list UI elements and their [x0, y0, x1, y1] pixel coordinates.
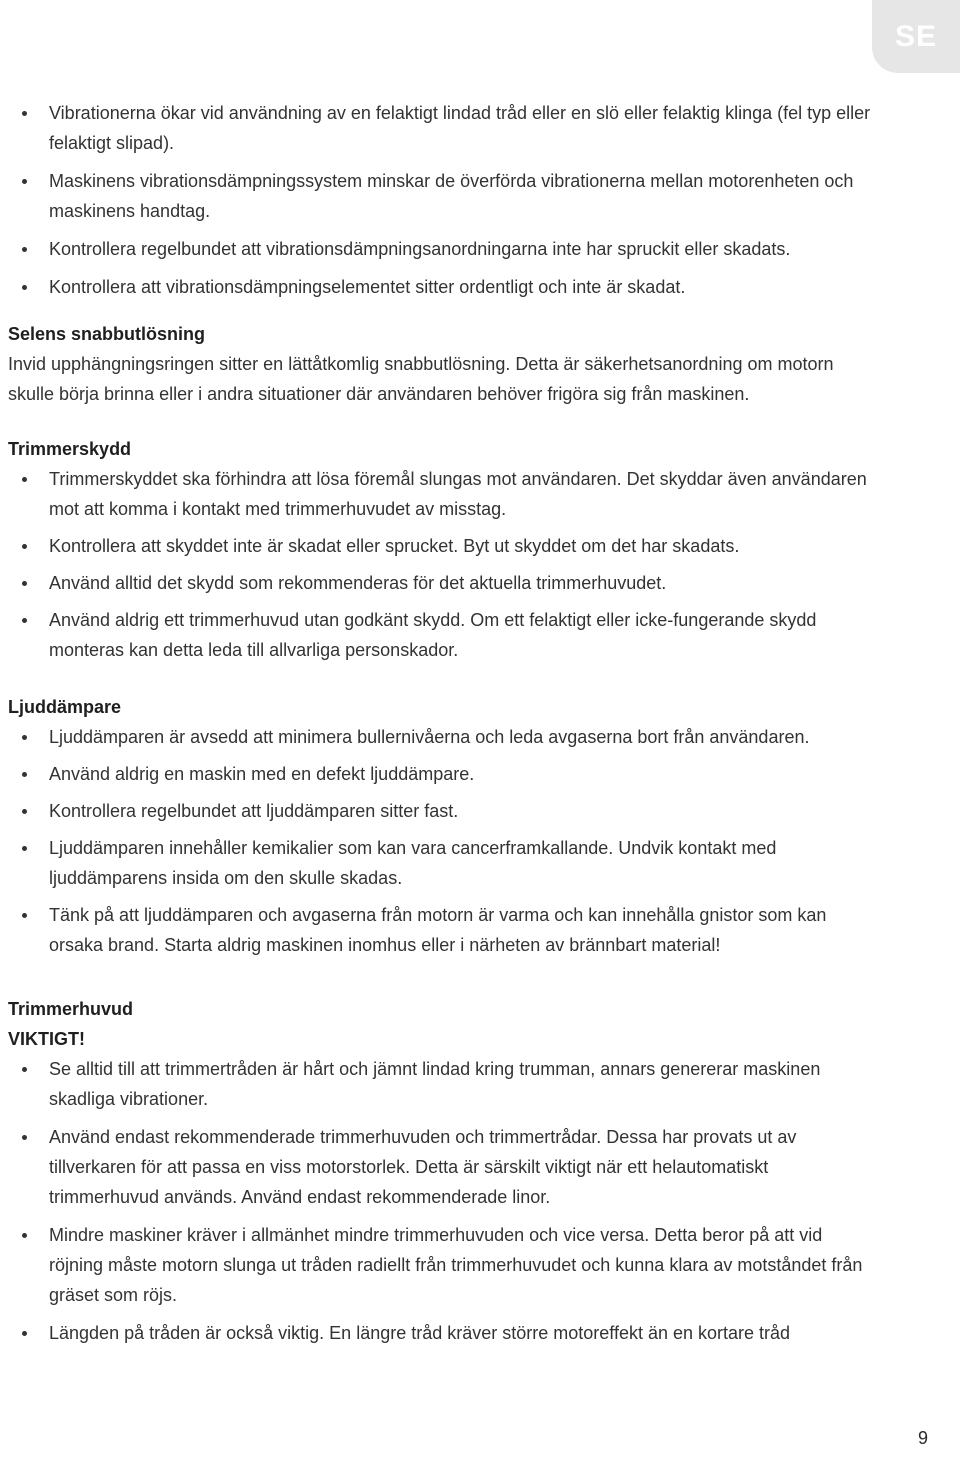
bullet-icon [22, 1135, 27, 1140]
bullet-icon [22, 809, 27, 814]
document-body [8, 98, 878, 1356]
trimmerskydd-bullet-list [8, 464, 878, 665]
bullet-icon [22, 247, 27, 252]
list-item: Använd endast rekommenderade trimmerhuvuden och trimmertrådar. Dessa har provats ut av tillverkaren för att passa en viss motorstorlek. Detta är särskilt viktigt när ett helautomatiskt trimmerhuvud används. Använd endast rekommenderade linor. [8, 1122, 878, 1212]
vibration-bullet-list [8, 98, 878, 302]
list-item: Mindre maskiner kräver i allmänhet mindre trimmerhuvuden och vice versa. Detta beror på att vid röjning måste motorn slunga ut tråden radiellt från trimmerhuvudet och kunna klara av motståndet från gräset som röjs. [8, 1220, 878, 1310]
bullet-icon [22, 618, 27, 623]
language-code: SE [894, 19, 938, 53]
list-item: Se alltid till att trimmertråden är hårt och jämnt lindad kring trumman, annars genererar maskinen skadliga vibrationer. [8, 1054, 878, 1114]
list-item: Använd alltid det skydd som rekommenderas för det aktuella trimmerhuvudet. [8, 568, 878, 598]
bullet-icon [22, 581, 27, 586]
bullet-icon [22, 846, 27, 851]
important-label: VIKTIGT! [8, 1029, 85, 1049]
list-item: Ljuddämparen är avsedd att minimera bullernivåerna och leda avgaserna bort från användaren. [8, 722, 878, 752]
language-tab [872, 0, 960, 73]
list-item: Kontrollera regelbundet att ljuddämparen sitter fast. [8, 796, 878, 826]
bullet-icon [22, 285, 27, 290]
list-item: Kontrollera att vibrationsdämpningselementet sitter ordentligt och inte är skadat. [8, 272, 878, 302]
list-item: Kontrollera att skyddet inte är skadat eller sprucket. Byt ut skyddet om det har skadats. [8, 531, 878, 561]
section-heading: Trimmerhuvud [8, 999, 134, 1019]
section-heading: Trimmerskydd [8, 439, 132, 459]
section-heading: Selens snabbutlösning [8, 324, 206, 344]
trimmerskydd-section [8, 434, 878, 665]
bullet-icon [22, 735, 27, 740]
bullet-icon [22, 544, 27, 549]
list-item: Längden på tråden är också viktig. En längre tråd kräver större motoreffekt än en kortare tråd [8, 1318, 878, 1348]
list-item: Vibrationerna ökar vid användning av en felaktigt lindad tråd eller en slö eller felaktig klinga (fel typ eller felaktigt slipad). [8, 98, 878, 158]
list-item: Använd aldrig ett trimmerhuvud utan godkänt skydd. Om ett felaktigt eller icke-fungerande skydd monteras kan detta leda till allvarliga personskador. [8, 605, 878, 665]
list-item: Trimmerskyddet ska förhindra att lösa föremål slungas mot användaren. Det skyddar även användaren mot att komma i kontakt med trimmerhuvudet av misstag. [8, 464, 878, 524]
trimmerhuvud-bullet-list [8, 1054, 878, 1348]
list-item: Tänk på att ljuddämparen och avgaserna från motorn är varma och kan innehålla gnistor som kan orsaka brand. Starta aldrig maskinen inomhus eller i närheten av brännbart material! [8, 900, 878, 960]
section-paragraph: Invid upphängningsringen sitter en lättåtkomlig snabbutlösning. Detta är säkerhetsanordning om motorn skulle börja brinna eller i andra situationer där användaren behöver frigöra sig från maskinen. [8, 354, 834, 404]
list-item: Maskinens vibrationsdämpningssystem minskar de överförda vibrationerna mellan motorenheten och maskinens handtag. [8, 166, 878, 226]
bullet-icon [22, 1233, 27, 1238]
list-item: Kontrollera regelbundet att vibrationsdämpningsanordningarna inte har spruckit eller skadats. [8, 234, 878, 264]
ljuddampare-bullet-list [8, 722, 878, 960]
bullet-icon [22, 913, 27, 918]
list-item: Ljuddämparen innehåller kemikalier som kan vara cancerframkallande. Undvik kontakt med ljuddämparens insida om den skulle skadas. [8, 833, 878, 893]
section-heading: Ljuddämpare [8, 697, 122, 717]
bullet-icon [22, 179, 27, 184]
page-number: 9 [917, 1428, 928, 1448]
bullet-icon [22, 1067, 27, 1072]
trimmerhuvud-section [8, 994, 878, 1348]
list-item: Använd aldrig en maskin med en defekt ljuddämpare. [8, 759, 878, 789]
bullet-icon [22, 477, 27, 482]
bullet-icon [22, 772, 27, 777]
bullet-icon [22, 111, 27, 116]
ljuddampare-section [8, 692, 878, 960]
selens-section [8, 319, 878, 409]
bullet-icon [22, 1331, 27, 1336]
